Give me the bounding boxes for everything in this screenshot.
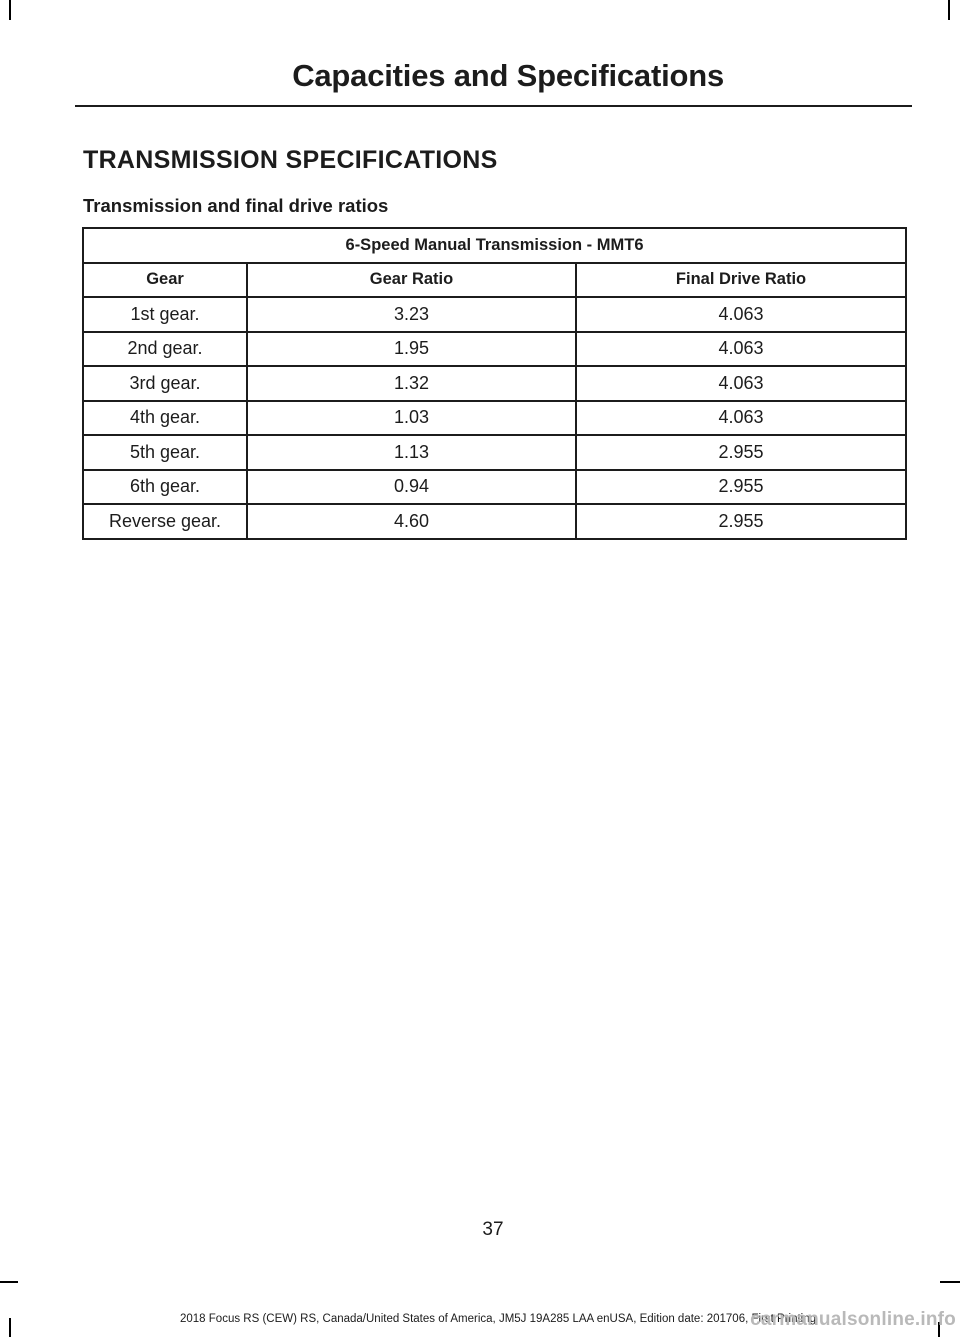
gear-ratio-cell: 4.60 bbox=[247, 504, 576, 539]
gear-ratio-cell: 0.94 bbox=[247, 470, 576, 505]
gear-cell: 4th gear. bbox=[83, 401, 247, 436]
table-row bbox=[83, 332, 906, 367]
table-header-row bbox=[83, 263, 906, 298]
final-drive-ratio-cell: 4.063 bbox=[576, 401, 906, 436]
column-header-gear: Gear bbox=[83, 263, 247, 298]
column-header-final-drive-ratio: Final Drive Ratio bbox=[576, 263, 906, 298]
gear-ratio-cell: 1.95 bbox=[247, 332, 576, 367]
gear-cell: 5th gear. bbox=[83, 435, 247, 470]
table-row bbox=[83, 297, 906, 332]
table-caption-row bbox=[83, 228, 906, 263]
table-row bbox=[83, 504, 906, 539]
table-caption: 6-Speed Manual Transmission - MMT6 bbox=[83, 228, 906, 263]
section-subheading: Transmission and final drive ratios bbox=[83, 195, 389, 216]
header-divider bbox=[75, 105, 912, 107]
crop-mark bbox=[9, 0, 11, 20]
final-drive-ratio-cell: 2.955 bbox=[576, 470, 906, 505]
gear-ratio-cell: 1.32 bbox=[247, 366, 576, 401]
final-drive-ratio-cell: 4.063 bbox=[576, 366, 906, 401]
final-drive-ratio-cell: 2.955 bbox=[576, 435, 906, 470]
page-number: 37 bbox=[482, 1219, 504, 1240]
table-row bbox=[83, 401, 906, 436]
crop-mark bbox=[948, 0, 950, 20]
section-heading: TRANSMISSION SPECIFICATIONS bbox=[83, 146, 498, 174]
table-row bbox=[83, 435, 906, 470]
final-drive-ratio-cell: 4.063 bbox=[576, 297, 906, 332]
gear-ratio-cell: 3.23 bbox=[247, 297, 576, 332]
gear-cell: 3rd gear. bbox=[83, 366, 247, 401]
gear-cell: 6th gear. bbox=[83, 470, 247, 505]
table-row bbox=[83, 366, 906, 401]
crop-mark bbox=[940, 1281, 960, 1283]
column-header-gear-ratio: Gear Ratio bbox=[247, 263, 576, 298]
gear-cell: Reverse gear. bbox=[83, 504, 247, 539]
gear-ratio-cell: 1.03 bbox=[247, 401, 576, 436]
gear-cell: 1st gear. bbox=[83, 297, 247, 332]
final-drive-ratio-cell: 4.063 bbox=[576, 332, 906, 367]
chapter-title: Capacities and Specifications bbox=[292, 58, 724, 93]
gear-ratio-cell: 1.13 bbox=[247, 435, 576, 470]
edition-footer: 2018 Focus RS (CEW) RS, Canada/United States of America, JM5J 19A285 LAA enUSA, Edition date: 201706, First Printing bbox=[180, 1313, 817, 1325]
gear-cell: 2nd gear. bbox=[83, 332, 247, 367]
final-drive-ratio-cell: 2.955 bbox=[576, 504, 906, 539]
crop-mark bbox=[0, 1281, 18, 1283]
watermark[interactable]: carmanualsonline.info bbox=[750, 1309, 956, 1330]
table-row bbox=[83, 470, 906, 505]
transmission-ratio-table bbox=[82, 227, 907, 540]
